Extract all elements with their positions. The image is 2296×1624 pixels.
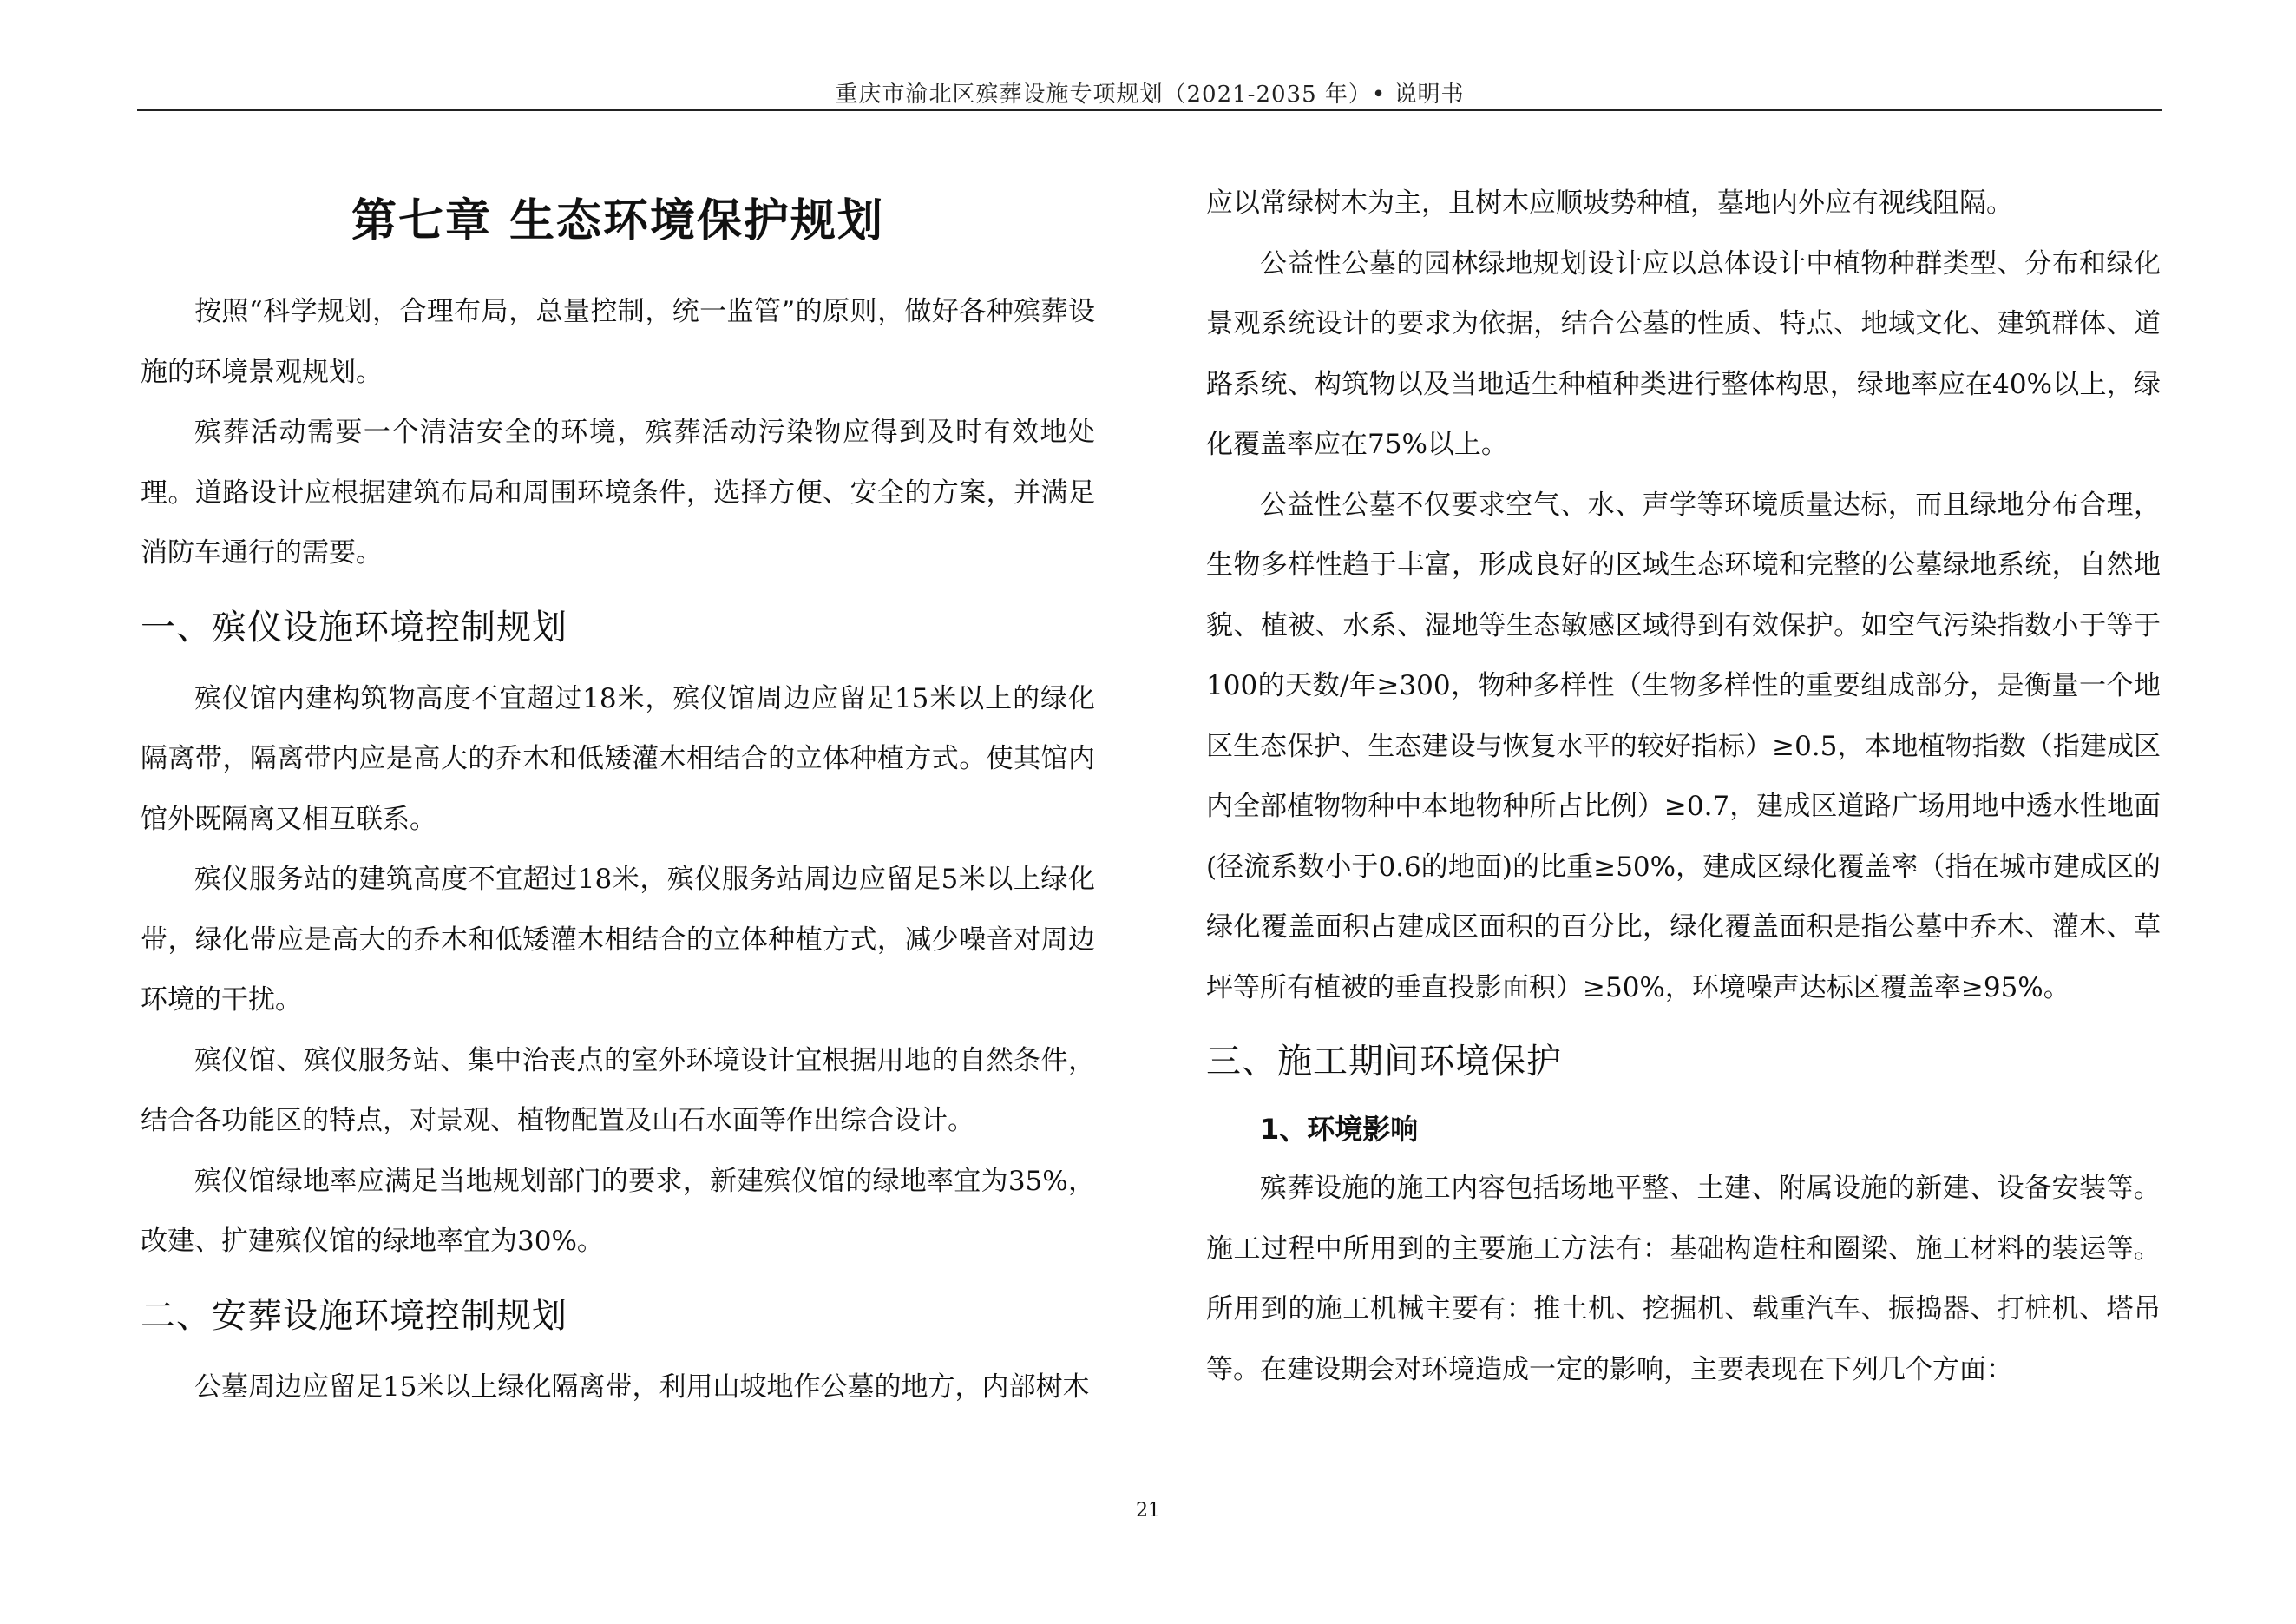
- running-header: 重庆市渝北区殡葬设施专项规划（2021-2035 年）• 说明书: [835, 82, 1465, 108]
- intro-paragraph-1: 按照“科学规划，合理布局，总量控制，统一监管”的原则，做好各种殡葬设施的环境景观规划。: [141, 296, 1095, 388]
- section-3-title: 三、施工期间环境保护: [1206, 1042, 1562, 1082]
- section-2-paragraph-2: 公益性公墓的园林绿地规划设计应以总体设计中植物种群类型、分布和绿化景观系统设计的要求为依据，结合公墓的性质、特点、地域文化、建筑群体、道路系统、构筑物以及当地适生种植种类进行整体构思，绿地率应在40%以上，绿化覆盖率应在75%以上。: [1206, 247, 2161, 460]
- header-rule: [137, 109, 2162, 111]
- section-2-paragraph: 公墓周边应留足15米以上绿化隔离带，利用山坡地作公墓的地方，内部树木: [194, 1371, 1090, 1403]
- section-2-title: 二、安葬设施环境控制规划: [141, 1295, 567, 1336]
- right-column: [1206, 174, 2161, 1400]
- section-2-continuation: 应以常绿树木为主，且树木应顺坡势种植，墓地内外应有视线阻隔。: [1206, 187, 2013, 219]
- subsection-1-title: 1、环境影响: [1260, 1113, 1419, 1146]
- chapter-title: 第七章 生态环境保护规划: [351, 195, 885, 247]
- page-number: 21: [1136, 1500, 1160, 1522]
- left-column: [141, 174, 1095, 1417]
- section-1-paragraph-4: 殡仪馆绿地率应满足当地规划部门的要求，新建殡仪馆的绿地率宜为35%，改建、扩建殡仪馆的绿地率宜为30%。: [141, 1165, 1095, 1257]
- intro-paragraph-2: 殡葬活动需要一个清洁安全的环境，殡葬活动污染物应得到及时有效地处理。道路设计应根据建筑布局和周围环境条件，选择方便、安全的方案，并满足消防车通行的需要。: [141, 417, 1095, 569]
- section-1-paragraph-1: 殡仪馆内建构筑物高度不宜超过18米，殡仪馆周边应留足15米以上的绿化隔离带，隔离带内应是高大的乔木和低矮灌木相结合的立体种植方式。使其馆内馆外既隔离又相互联系。: [141, 682, 1095, 835]
- section-2-paragraph-3: 公益性公墓不仅要求空气、水、声学等环境质量达标，而且绿地分布合理，生物多样性趋于丰富，形成良好的区域生态环境和完整的公墓绿地系统，自然地貌、植被、水系、湿地等生态敏感区域得到有效保护。如空气污染指数小于等于100的天数/年≥300，物种多样性（生物多样性的重要组成部分，是衡量一个地区生态保护、生态建设与恢复水平的较好指标）≥0.5，本地植物指数（指建成区内全部植物物种中本地物种所占比例）≥0.7，建成区道路广场用地中透水性地面(径流系数小于0.6的地面)的比重≥50%，建成区绿化覆盖率（指在城市建成区的绿化覆盖面积占建成区面积的百分比，绿化覆盖面积是指公墓中乔木、灌木、草坪等所有植被的垂直投影面积）≥50%，环境噪声达标区覆盖率≥95%。: [1206, 489, 2161, 1003]
- section-1-paragraph-3: 殡仪馆、殡仪服务站、集中治丧点的室外环境设计宜根据用地的自然条件，结合各功能区的特点，对景观、植物配置及山石水面等作出综合设计。: [141, 1044, 1095, 1136]
- section-1-paragraph-2: 殡仪服务站的建筑高度不宜超过18米，殡仪服务站周边应留足5米以上绿化带，绿化带应是高大的乔木和低矮灌木相结合的立体种植方式，减少噪音对周边环境的干扰。: [141, 864, 1095, 1016]
- section-1-title: 一、殡仪设施环境控制规划: [141, 607, 567, 648]
- subsection-1-paragraph: 殡葬设施的施工内容包括场地平整、土建、附属设施的新建、设备安装等。施工过程中所用到的主要施工方法有：基础构造柱和圈梁、施工材料的装运等。所用到的施工机械主要有：推土机、挖掘机、载重汽车、振捣器、打桩机、塔吊等。在建设期会对环境造成一定的影响，主要表现在下列几个方面：: [1206, 1173, 2161, 1385]
